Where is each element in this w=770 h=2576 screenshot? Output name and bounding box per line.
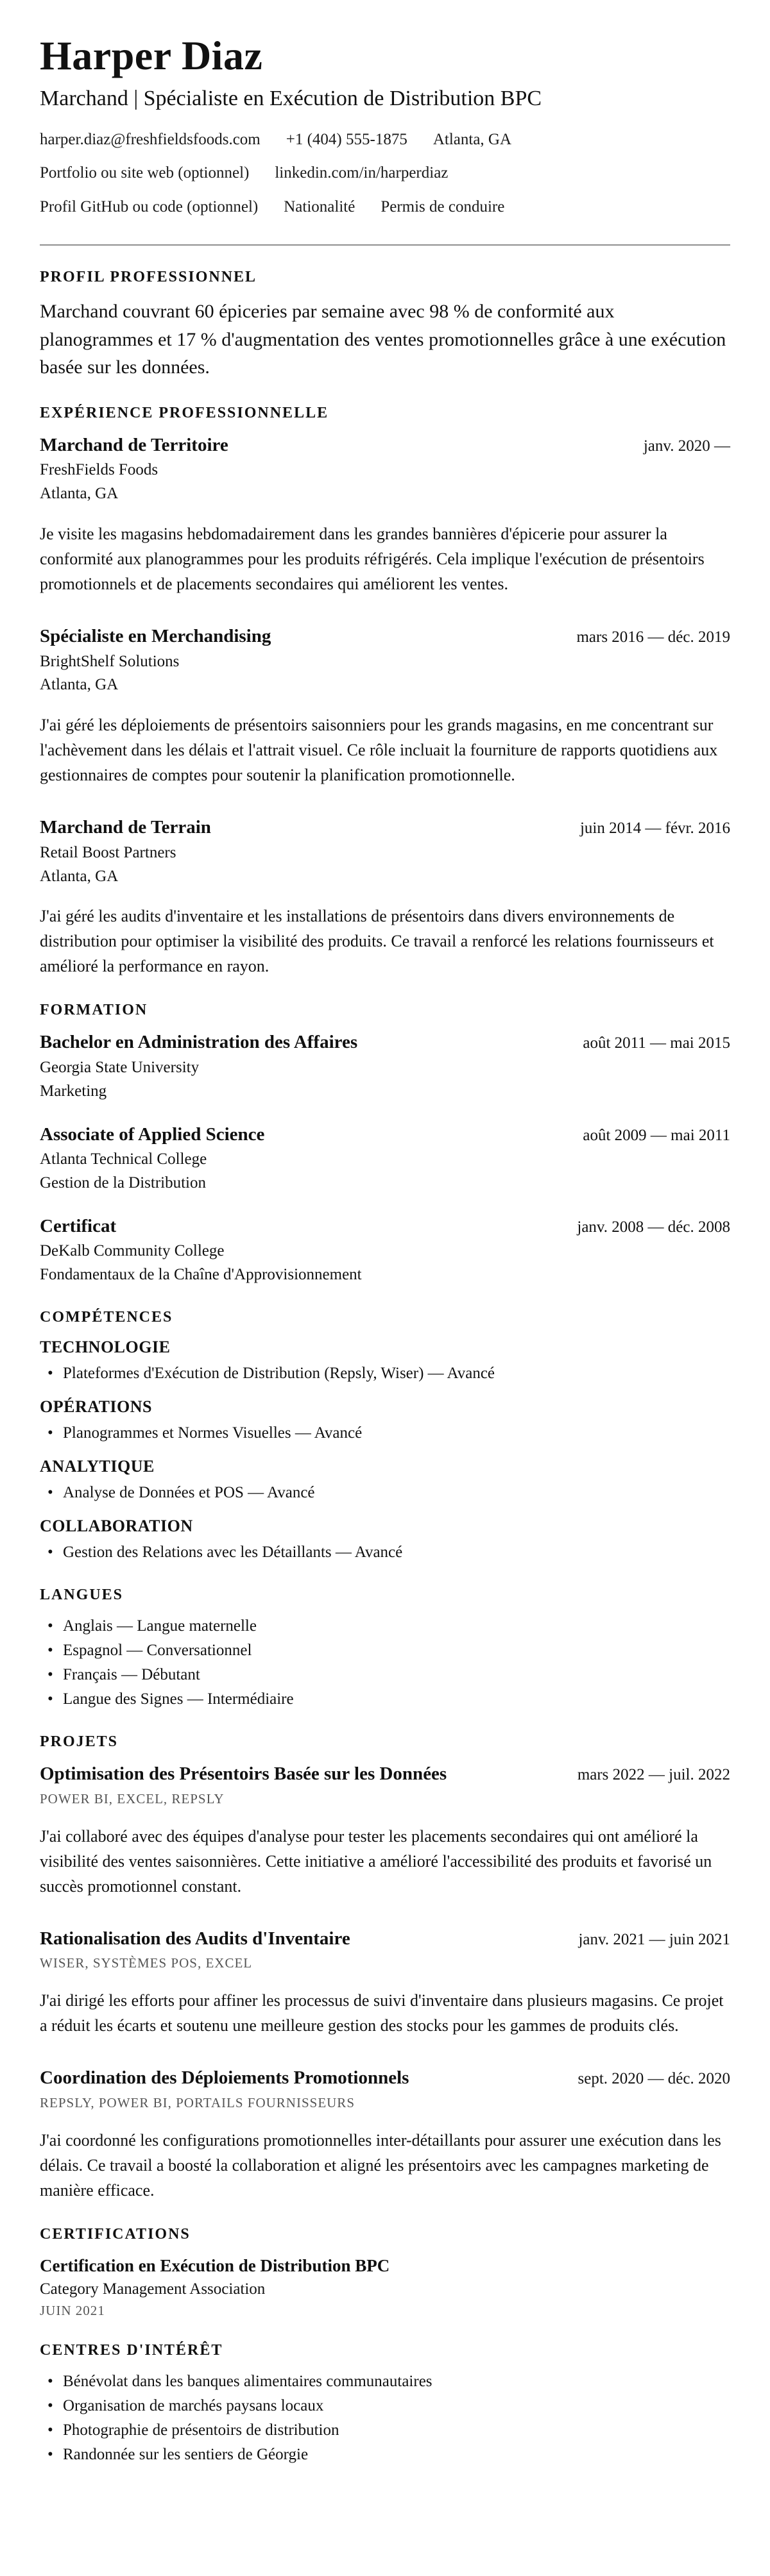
education-entry [40, 1123, 730, 1194]
contact-github: Profil GitHub ou code (optionnel) [40, 198, 259, 215]
job-description: J'ai géré les audits d'inventaire et les installations de présentoirs dans divers environnements de distribution pour optimiser la visibilité des produits. Ce travail a renforcé les relations fournisseurs et amélioré la performance en rayon. [40, 907, 714, 976]
education-field: Fondamentaux de la Chaîne d'Approvisionnement [40, 1266, 362, 1284]
candidate-title: Marchand | Spécialiste en Exécution de Distribution BPC [40, 86, 542, 110]
job-dates: juin 2014 — févr. 2016 [579, 820, 730, 838]
education-entry-header [40, 1031, 730, 1055]
education-dates: janv. 2008 — déc. 2008 [577, 1218, 730, 1236]
contact-portfolio: Portfolio ou site web (optionnel) [40, 164, 250, 182]
education-degree: Associate of Applied Science [40, 1124, 265, 1145]
job-dates: mars 2016 — déc. 2019 [576, 628, 730, 646]
skill-group [40, 1517, 730, 1563]
section-heading-projects: PROJETS [40, 1733, 119, 1750]
language-item: • Espagnol — Conversationnel [40, 1640, 730, 1662]
candidate-name: Harper Diaz [40, 33, 263, 78]
certification-date: JUIN 2021 [40, 2303, 105, 2319]
project-title: Coordination des Déploiements Promotionnels [40, 2067, 409, 2089]
job-title: Spécialiste en Merchandising [40, 625, 271, 646]
education-entry-header [40, 1215, 730, 1239]
project-description: J'ai collaboré avec des équipes d'analyse pour tester les placements secondaires qui ont amélioré la visibilité des ventes saisonnières. Cette initiative a amélioré l'accessibilité des produits et favorisé un succès promotionnel constant. [40, 1826, 712, 1896]
profile-summary: Marchand couvrant 60 épiceries par semaine avec 98 % de conformité aux planogrammes et 17 % d'augmentation des ventes promotionnelles grâce à une exécution basée sur les données. [40, 301, 726, 378]
certification-name: Certification en Exécution de Distribution BPC [40, 2255, 390, 2275]
contact-email: harper.diaz@freshfieldsfoods.com [40, 130, 261, 148]
language-item: • Anglais — Langue maternelle [40, 1615, 730, 1637]
project-title: Rationalisation des Audits d'Inventaire [40, 1928, 350, 1949]
section-heading-certifications: CERTIFICATIONS [40, 2225, 191, 2243]
project-entry-header [40, 1762, 730, 1787]
education-school: Georgia State University [40, 1059, 200, 1077]
interest-item: • Randonnée sur les sentiers de Géorgie [40, 2444, 730, 2466]
project-dates: sept. 2020 — déc. 2020 [578, 2070, 730, 2088]
project-entry [40, 1762, 730, 1899]
job-company: Retail Boost Partners [40, 843, 176, 861]
contact-row-1 [40, 130, 730, 151]
section-heading-experience: EXPÉRIENCE PROFESSIONNELLE [40, 404, 329, 421]
contact-block [40, 130, 730, 218]
section-heading-profile: PROFIL PROFESSIONNEL [40, 269, 257, 286]
contact-location: Atlanta, GA [432, 130, 512, 148]
job-entry-header [40, 816, 730, 840]
section-heading-interests: CENTRES D'INTÉRÊT [40, 2342, 223, 2359]
education-degree: Certificat [40, 1215, 117, 1236]
project-description: J'ai dirigé les efforts pour affiner les processus de suivi d'inventaire dans plusieurs magasins. Ce projet a réduit les écarts et soutenu une meilleure gestion des stocks pour les gammes de produits clés. [40, 1991, 724, 2035]
education-field: Gestion de la Distribution [40, 1174, 206, 1191]
section-languages [40, 1587, 730, 1710]
skill-item: • Analyse de Données et POS — Avancé [40, 1482, 730, 1504]
education-school: DeKalb Community College [40, 1242, 225, 1260]
section-education [40, 1002, 730, 1286]
job-title: Marchand de Territoire [40, 434, 228, 455]
project-tools: REPSLY, POWER BI, PORTAILS FOURNISSEURS [40, 2094, 355, 2110]
education-entry [40, 1215, 730, 1286]
skill-item: • Planogrammes et Normes Visuelles — Avancé [40, 1422, 730, 1444]
job-entry-header [40, 625, 730, 649]
section-heading-education: FORMATION [40, 1002, 148, 1019]
interest-item: • Organisation de marchés paysans locaux [40, 2395, 730, 2417]
job-title: Marchand de Terrain [40, 817, 211, 838]
skill-item: • Plateformes d'Exécution de Distribution (Repsly, Wiser) — Avancé [40, 1363, 730, 1385]
education-school: Atlanta Technical College [40, 1150, 207, 1168]
section-interests [40, 2342, 730, 2466]
skill-category: COLLABORATION [40, 1516, 193, 1535]
skill-group [40, 1457, 730, 1504]
job-description: Je visite les magasins hebdomadairement dans les grandes bannières d'épicerie pour assurer la conformité aux planogrammes pour les produits réfrigérés. Cela implique l'exécution de présentoirs promotionnels et de placements secondaires qui améliorent les ventes. [40, 524, 705, 593]
skill-list [40, 1422, 730, 1444]
skill-list [40, 1363, 730, 1385]
section-heading-languages: LANGUES [40, 1586, 124, 1603]
contact-row-3 [40, 197, 730, 218]
project-entry-header [40, 2066, 730, 2091]
education-field: Marketing [40, 1082, 107, 1100]
education-degree: Bachelor en Administration des Affaires [40, 1032, 358, 1053]
skill-category: ANALYTIQUE [40, 1456, 155, 1476]
resume-header [40, 32, 730, 246]
skill-group [40, 1338, 730, 1385]
language-list [40, 1615, 730, 1710]
section-experience [40, 405, 730, 979]
project-entry-header [40, 1927, 730, 1951]
skill-list [40, 1542, 730, 1563]
job-dates: janv. 2020 — [643, 437, 730, 455]
job-entry [40, 625, 730, 787]
education-dates: août 2011 — mai 2015 [583, 1034, 730, 1052]
interest-item: • Photographie de présentoirs de distribution [40, 2420, 730, 2441]
section-skills [40, 1309, 730, 1563]
job-company: FreshFields Foods [40, 461, 158, 479]
project-tools: POWER BI, EXCEL, REPSLY [40, 1790, 225, 1806]
project-entry [40, 1927, 730, 2039]
contact-phone: +1 (404) 555-1875 [286, 130, 407, 148]
project-entry [40, 2066, 730, 2203]
job-location: Atlanta, GA [40, 867, 119, 885]
project-dates: mars 2022 — juil. 2022 [577, 1765, 730, 1783]
contact-row-2 [40, 163, 730, 184]
project-description: J'ai coordonné les configurations promotionnelles inter-détaillants pour assurer une exécution dans les délais. Ce travail a boosté la collaboration et aligné les présentoirs avec les campagnes marketing de manière efficace. [40, 2130, 721, 2200]
interest-item: • Bénévolat dans les banques alimentaires communautaires [40, 2371, 730, 2393]
skill-group [40, 1397, 730, 1444]
interest-list [40, 2371, 730, 2466]
job-location: Atlanta, GA [40, 485, 119, 503]
section-heading-skills: COMPÉTENCES [40, 1308, 173, 1326]
header-divider [40, 244, 730, 246]
section-certifications [40, 2226, 730, 2319]
contact-driving-license: Permis de conduire [381, 198, 505, 215]
job-description: J'ai géré les déploiements de présentoirs saisonniers pour les grands magasins, en me concentrant sur l'achèvement dans les délais et l'attrait visuel. Ce rôle incluait la fourniture de rapports quotidiens aux gestionnaires de comptes pour soutenir la planification promotionnelle. [40, 716, 718, 785]
language-item: • Français — Débutant [40, 1664, 730, 1686]
education-dates: août 2009 — mai 2011 [583, 1126, 730, 1144]
job-company: BrightShelf Solutions [40, 652, 180, 670]
skill-item: • Gestion des Relations avec les Détaillants — Avancé [40, 1542, 730, 1563]
skill-list [40, 1482, 730, 1504]
job-entry [40, 816, 730, 979]
contact-linkedin: linkedin.com/in/harperdiaz [275, 164, 449, 182]
language-item: • Langue des Signes — Intermédiaire [40, 1688, 730, 1710]
certification-issuer: Category Management Association [40, 2280, 266, 2298]
job-entry-header [40, 434, 730, 458]
education-entry [40, 1031, 730, 1102]
skill-category: TECHNOLOGIE [40, 1337, 171, 1356]
job-location: Atlanta, GA [40, 676, 119, 694]
section-projects [40, 1733, 730, 2203]
education-entry-header [40, 1123, 730, 1147]
project-title: Optimisation des Présentoirs Basée sur les Données [40, 1763, 447, 1784]
project-tools: WISER, SYSTÈMES POS, EXCEL [40, 1955, 253, 1971]
project-dates: janv. 2021 — juin 2021 [578, 1930, 730, 1948]
certification-entry [40, 2255, 730, 2319]
contact-nationality: Nationalité [284, 198, 355, 215]
job-entry [40, 434, 730, 596]
section-profile [40, 269, 730, 382]
skill-category: OPÉRATIONS [40, 1397, 152, 1416]
